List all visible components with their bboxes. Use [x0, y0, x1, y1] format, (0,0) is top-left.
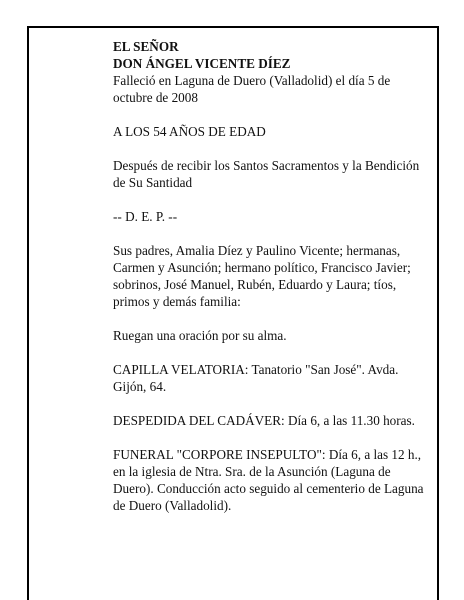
deceased-name: DON ÁNGEL VICENTE DÍEZ: [113, 56, 291, 71]
death-details: Falleció en Laguna de Duero (Valladolid) el día 5 de octubre de 2008: [113, 73, 391, 105]
funeral-line: FUNERAL "CORPORE INSEPULTO": Día 6, a las 12 h., en la iglesia de Ntra. Sra. de la Asunción (Laguna de Duero). Conducción acto seguido al cementerio de Laguna de Duero (Valladolid).: [113, 447, 424, 513]
age-line: A LOS 54 AÑOS DE EDAD: [113, 124, 266, 139]
sacraments-line: Después de recibir los Santos Sacramentos y la Bendición de Su Santidad: [113, 158, 420, 190]
obituary-notice: [113, 38, 425, 514]
farewell-line: DESPEDIDA DEL CADÁVER: Día 6, a las 11.30 horas.: [113, 413, 415, 428]
deceased-title: EL SEÑOR: [113, 39, 179, 54]
prayer-line: Ruegan una oración por su alma.: [113, 328, 287, 343]
family-line: Sus padres, Amalia Díez y Paulino Vicente; hermanas, Carmen y Asunción; hermano político, Francisco Javier; sobrinos, José Manuel, Rubén, Eduardo y Laura; tíos, primos y demás familia:: [113, 243, 411, 309]
chapel-line: CAPILLA VELATORIA: Tanatorio "San José". Avda. Gijón, 64.: [113, 362, 399, 394]
rip-line: -- D. E. P. --: [113, 209, 178, 224]
